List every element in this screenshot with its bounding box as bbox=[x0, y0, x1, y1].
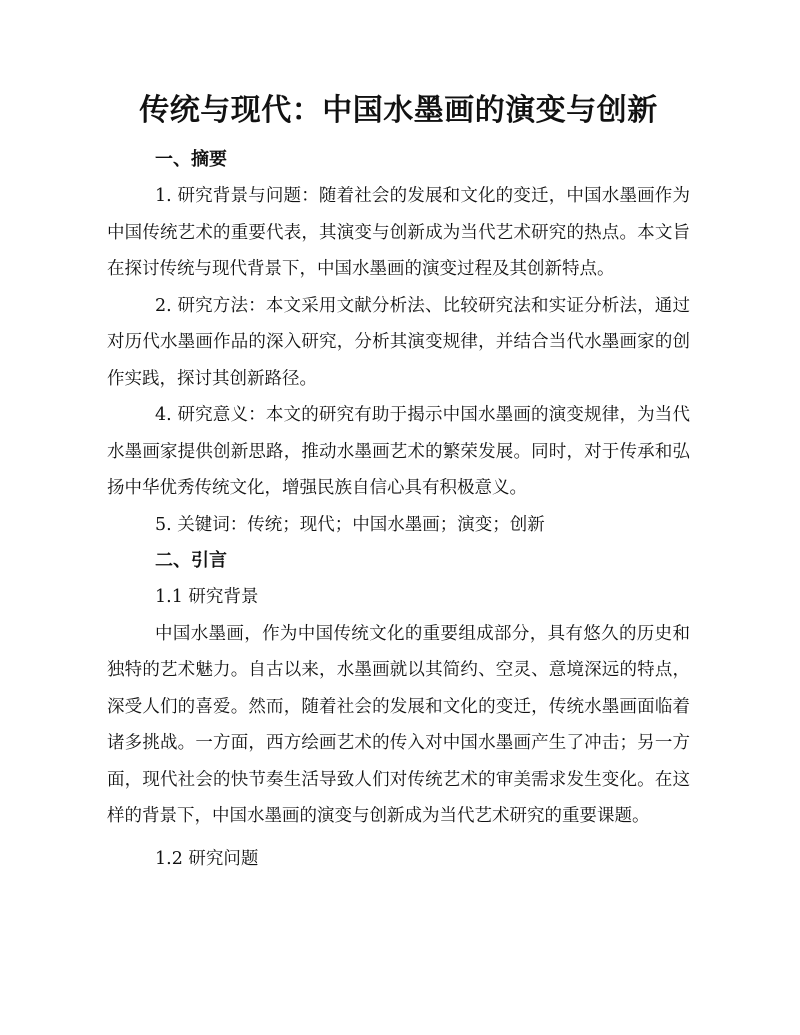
section-1-1-body: 中国水墨画，作为中国传统文化的重要组成部分，具有悠久的历史和独特的艺术魅力。自古以来，水墨画就以其简约、空灵、意境深远的特点，深受人们的喜爱。然而，随着社会的发展和文化的变迁，传统水墨画面临着诸多挑战。一方面，西方绘画艺术的传入对中国水墨画产生了冲击；另一方面，现代社会的快节奏生活导致人们对传统艺术的审美需求发生变化。在这样的背景下，中国水墨画的演变与创新成为当代艺术研究的重要课题。 bbox=[107, 623, 690, 826]
abstract-item-significance: 4. 研究意义：本文的研究有助于揭示中国水墨画的演变规律，为当代水墨画家提供创新思路，推动水墨画艺术的繁荣发展。同时，对于传承和弘扬中华优秀传统文化，增强民族自信心具有积极意义。 bbox=[107, 405, 690, 498]
abstract-item-keywords: 5. 关键词：传统；现代；中国水墨画；演变；创新 bbox=[155, 514, 545, 535]
abstract-item-background: 1. 研究背景与问题：随着社会的发展和文化的变迁，中国水墨画作为中国传统艺术的重要代表，其演变与创新成为当代艺术研究的热点。本文旨在探讨传统与现代背景下，中国水墨画的演变过程及其创新特点。 bbox=[107, 186, 690, 279]
document-title: 传统与现代：中国水墨画的演变与创新 bbox=[139, 93, 658, 128]
introduction-heading: 二、引言 bbox=[155, 550, 227, 571]
abstract-heading: 一、摘要 bbox=[155, 149, 227, 170]
section-1-1-title: 1.1 研究背景 bbox=[155, 587, 259, 607]
abstract-item-methods: 2. 研究方法：本文采用文献分析法、比较研究法和实证分析法，通过对历代水墨画作品的深入研究，分析其演变规律，并结合当代水墨画家的创作实践，探讨其创新路径。 bbox=[107, 295, 690, 389]
section-1-2-title: 1.2 研究问题 bbox=[155, 848, 259, 869]
